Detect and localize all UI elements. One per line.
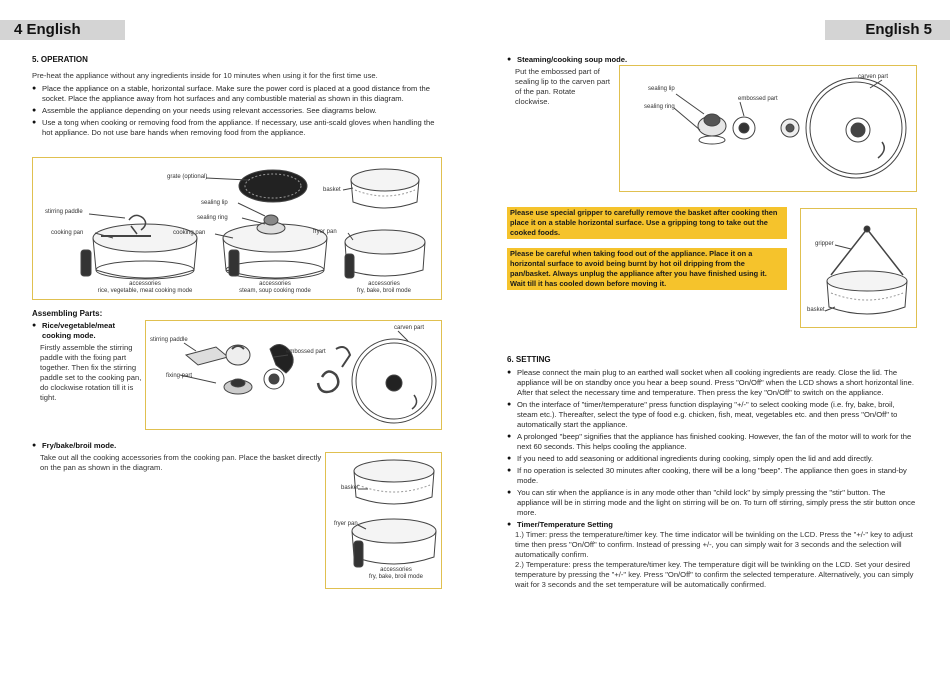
steaming-diagram	[619, 65, 917, 192]
cooking-pan-label: cooking pan	[173, 230, 206, 236]
rice-mode-title: ● Rice/vegetable/meat cooking mode.	[32, 321, 144, 341]
rice-mode-text: Firstly assemble the stirring paddle with the fixing part together. Then fix the stirring paddle set to the cooking pan, do clockwise rotation till it is tight.	[40, 342, 142, 402]
fryer-pan-label: fryer pan	[313, 229, 337, 235]
basket-label: basket	[341, 485, 359, 491]
operation-intro: Pre-heat the appliance without any ingredients inside for 10 minutes when using it for the first time use.	[32, 70, 378, 80]
fixing-part-label: fixing part	[166, 373, 193, 379]
setting-bullet: ● Please connect the main plug to an earthed wall socket when all cooking ingredients are ready. Close the lid. The appliance will be on standby once you hear a beep sound. Press "On/Off" when the LCD shows a short horizontal line. After that select the necessary time and temperature. Then press the key "On/Off" to switch on the appliance.	[507, 368, 917, 398]
page-header-right: English 5	[825, 20, 950, 40]
fry-mode-section	[32, 441, 322, 473]
assembling-section	[32, 309, 144, 403]
operation-bullet: ● Assemble the appliance depending on your needs using relevant accessories. See diagrams below.	[32, 106, 442, 116]
setting-heading: 6. SETTING	[507, 355, 551, 364]
steaming-text: Put the embossed part of sealing lip to the carven part of the pan. Rotate clockwise.	[515, 67, 610, 107]
sealing-lip-label: sealing lip	[648, 86, 675, 92]
setting-bullet: ● If you need to add seasoning or additional ingredients during cooking, simply open the lid and add directly.	[507, 454, 917, 464]
fry-mode-title: ● Fry/bake/broil mode.	[32, 441, 322, 451]
stirring-paddle-label: stirring paddle	[150, 337, 188, 343]
steaming-title: ● Steaming/cooking soup mode.	[507, 55, 612, 65]
caption-rice-mode: accessories rice, vegetable, meat cooking mode	[97, 281, 193, 295]
page-header-left: 4 English	[0, 20, 125, 40]
grate-label: grate (optional)	[167, 174, 208, 180]
operation-section	[32, 55, 442, 140]
setting-bullets	[507, 368, 917, 530]
caption-fry-mode: accessories fry, bake, broil mode	[369, 567, 423, 581]
timer-step-2: 2.) Temperature: press the temperature/timer key. The temperature digit will be twinkling on the LCD. Set your desired temperature by pressing the "+/-" key. Press "On/Off" to confirm the selected temperature. Alternatively, you can simply wait for 3 seconds and the set temperature will be automatically confirmed.	[515, 559, 914, 589]
setting-bullet: ● You can stir when the appliance is in any mode other than "child lock" by simply pressing the "stir" button. The appliance will be in stirring mode and the light on stirring will be on. To turn off stirring, simply press the stir button once more.	[507, 488, 917, 518]
setting-section	[507, 355, 917, 590]
gripper-label: gripper	[815, 241, 834, 247]
assembling-diagram	[145, 320, 442, 430]
caption-fry-mode: accessories fry, bake, broil mode	[357, 281, 411, 295]
timer-step-1: 1.) Timer: press the temperature/timer key. The time indicator will be twinkling on the LCD. Press the "+/-" key to adjust time then press "On/Off" to confirm. Instead of pressing +/-, you can simply wait for 3 seconds and the selection will automatically confirm.	[515, 529, 913, 559]
accessories-diagram	[32, 157, 442, 300]
fry-diagram	[325, 452, 442, 589]
sealing-ring-label: sealing ring	[197, 215, 228, 221]
accessories-illustration	[33, 158, 443, 301]
fryer-pan-label: fryer pan	[334, 521, 358, 527]
operation-bullet: ● Use a tong when cooking or removing food from the appliance. If necessary, use anti-scald gloves when handling the hot appliance. Do not use bare hands when removing food from the appliance.	[32, 118, 442, 138]
stirring-paddle-label: stirring paddle	[45, 209, 83, 215]
embossed-part-label: embossed part	[286, 349, 326, 355]
warning-hot-oil: Please be careful when taking food out of the appliance. Place it on a horizontal surface to avoid being burnt by hot oil dripping from the pan/basket. Always unplug the appliance after you have finished using it. Wait till it has cooled down before moving it.	[507, 248, 787, 290]
cooking-pan-label: cooking pan	[51, 230, 84, 236]
timer-heading: ● Timer/Temperature Setting	[507, 520, 917, 530]
carven-part-label: carven part	[394, 325, 425, 331]
caption-steam-mode: accessories steam, soup cooking mode	[239, 281, 311, 295]
basket-label: basket	[323, 187, 341, 193]
setting-bullet: ● On the interface of "timer/temperature" press function displaying "+/-" to select cooking mode (i.e. fry, bake, broil, steam etc.). Thereafter, select the type of food e.g. chicken, fish, meat, vegetables etc. and then press "On/Off" to automatically start the appliance.	[507, 400, 917, 430]
sealing-ring-label: sealing ring	[644, 104, 675, 110]
fry-mode-text: Take out all the cooking accessories from the cooking pan. Place the basket directly on the pan as shown in the diagram.	[40, 453, 322, 473]
operation-bullets	[32, 84, 442, 138]
carven-part-label: carven part	[858, 74, 889, 80]
warning-gripper: Please use special gripper to carefully remove the basket after cooking then place it on a stable horizontal surface. Use a gripping tong to take out the cooked foods.	[507, 207, 787, 239]
setting-bullet: ● A prolonged "beep" signifies that the appliance has finished cooking. However, the fan of the motor will to work for the next 60 seconds. This helps cooling the appliance.	[507, 432, 917, 452]
operation-bullet: ● Place the appliance on a stable, horizontal surface. Make sure the power cord is placed at a good distance from the socket. Place the appliance away from hot surfaces and any combustible material as shown in this diagram.	[32, 84, 442, 104]
embossed-part-label: embossed part	[738, 96, 778, 102]
basket-label: basket	[807, 307, 825, 313]
steaming-section	[507, 55, 628, 107]
assembling-heading: Assembling Parts:	[32, 309, 103, 318]
sealing-lip-label: sealing lip	[201, 200, 228, 206]
gripper-diagram	[800, 208, 917, 328]
operation-heading: 5. OPERATION	[32, 55, 88, 64]
setting-bullet: ● If no operation is selected 30 minutes after cooking, there will be a long "beep". The appliance then goes in stand-by mode.	[507, 466, 917, 486]
